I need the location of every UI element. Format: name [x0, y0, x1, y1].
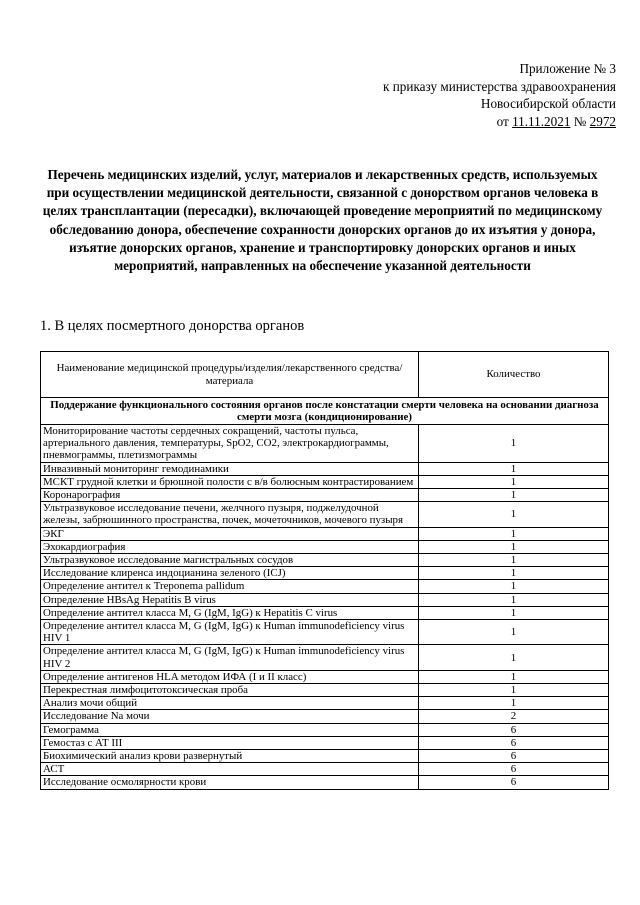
item-name: Мониторирование частоты сердечных сокращений, частоты пульса, артериального давления, температуры, SpO2, CO2, электрокардиограммы, пневмограммы, плетизмограммы	[41, 425, 419, 463]
item-quantity: 1	[419, 593, 609, 606]
group-title: Поддержание функционального состояния органов после констатации смерти человека на основании диагноза смерти мозга (кондиционирование)	[41, 398, 609, 425]
table-row	[41, 620, 609, 645]
date-prefix: от	[496, 113, 513, 129]
order-date: 11.11.2021	[512, 113, 571, 129]
header-quantity: Количество	[419, 352, 609, 398]
item-quantity: 1	[419, 475, 609, 488]
group-row	[41, 398, 609, 425]
table-row	[41, 697, 609, 710]
items-table	[40, 351, 609, 790]
annex-line-2: к приказу министерства здравоохранения	[383, 78, 616, 94]
item-name: Эхокардиография	[41, 540, 419, 553]
table-row	[41, 776, 609, 789]
table-row	[41, 425, 609, 463]
annex-line-3: Новосибирской области	[480, 96, 616, 112]
item-name: Определение антител класса M, G (IgM, IgG) к Human immunodeficiency virus HIV 1	[41, 620, 419, 645]
item-name: Ультразвуковое исследование магистральных сосудов	[41, 554, 419, 567]
item-name: Гемостаз с АТ III	[41, 736, 419, 749]
item-name: Гемограмма	[41, 723, 419, 736]
table-row	[41, 580, 609, 593]
item-name: Исследование осмолярности крови	[41, 776, 419, 789]
table-row	[41, 645, 609, 670]
annex-block	[383, 60, 616, 130]
item-quantity: 6	[419, 736, 609, 749]
table-row	[41, 750, 609, 763]
table-row	[41, 723, 609, 736]
table-row	[41, 567, 609, 580]
item-name: Ультразвуковое исследование печени, желчного пузыря, поджелудочной железы, забрюшинного пространства, почек, мочеточников, мочевого пузыря	[41, 502, 419, 527]
annex-line-1: Приложение № 3	[519, 61, 616, 76]
table-row	[41, 475, 609, 488]
item-name: Инвазивный мониторинг гемодинамики	[41, 462, 419, 475]
item-name: ЭКГ	[41, 527, 419, 540]
item-quantity: 1	[419, 580, 609, 593]
item-quantity: 1	[419, 462, 609, 475]
item-quantity: 1	[419, 489, 609, 502]
document-title: Перечень медицинских изделий, услуг, материалов и лекарственных средств, используемых при осуществлении медицинской деятельности, связанной с донорством органов человека в целях трансплантации (пересадки), включающей проведение мероприятий по медицинскому обследованию донора, обеспечение сохранности донорских органов до их изъятия у донора, изъятие донорских органов, хранение и транспортировку донорских органов и иных мероприятий, направленных на обеспечение указанной деятельности	[42, 167, 603, 274]
item-name: МСКТ грудной клетки и брюшной полости с в/в болюсным контрастированием	[41, 475, 419, 488]
table-row	[41, 489, 609, 502]
table-row	[41, 736, 609, 749]
item-name: Анализ мочи общий	[41, 697, 419, 710]
table-row	[41, 684, 609, 697]
item-quantity: 1	[419, 567, 609, 580]
item-quantity: 2	[419, 710, 609, 723]
item-name: Перекрестная лимфоцитотоксическая проба	[41, 684, 419, 697]
item-name: Определение антигенов HLA методом ИФА (I и II класс)	[41, 670, 419, 683]
item-quantity: 1	[419, 645, 609, 670]
item-name: Исследование Na мочи	[41, 710, 419, 723]
table-row	[41, 670, 609, 683]
table-row	[41, 554, 609, 567]
item-name: Коронарография	[41, 489, 419, 502]
order-number: 2972	[589, 113, 616, 129]
item-quantity: 6	[419, 776, 609, 789]
header-name: Наименование медицинской процедуры/изделия/лекарственного средства/материала	[41, 352, 419, 398]
item-quantity: 1	[419, 670, 609, 683]
item-quantity: 6	[419, 723, 609, 736]
section-title: 1. В целях посмертного донорства органов	[40, 318, 305, 334]
table-row	[41, 763, 609, 776]
item-quantity: 6	[419, 763, 609, 776]
item-name: АСТ	[41, 763, 419, 776]
item-name: Определение антител класса M, G (IgM, IgG) к Hepatitis C virus	[41, 606, 419, 619]
table-header-row	[41, 352, 609, 398]
item-quantity: 1	[419, 425, 609, 463]
item-quantity: 1	[419, 540, 609, 553]
number-prefix: №	[570, 113, 590, 129]
table-row	[41, 540, 609, 553]
item-quantity: 1	[419, 606, 609, 619]
item-name: Определение антител к Treponema pallidum	[41, 580, 419, 593]
table-row	[41, 710, 609, 723]
item-quantity: 1	[419, 684, 609, 697]
item-quantity: 1	[419, 527, 609, 540]
item-quantity: 1	[419, 697, 609, 710]
item-name: Биохимический анализ крови развернутый	[41, 750, 419, 763]
annex-order-line	[383, 113, 616, 131]
table-row	[41, 462, 609, 475]
item-name: Определение HBsAg Hepatitis B virus	[41, 593, 419, 606]
table-row	[41, 593, 609, 606]
table-row	[41, 606, 609, 619]
item-quantity: 1	[419, 620, 609, 645]
table-row	[41, 527, 609, 540]
item-name: Исследование клиренса индоцианина зеленого (ICJ)	[41, 567, 419, 580]
table-row	[41, 502, 609, 527]
item-name: Определение антител класса M, G (IgM, IgG) к Human immunodeficiency virus HIV 2	[41, 645, 419, 670]
item-quantity: 6	[419, 750, 609, 763]
item-quantity: 1	[419, 554, 609, 567]
item-quantity: 1	[419, 502, 609, 527]
